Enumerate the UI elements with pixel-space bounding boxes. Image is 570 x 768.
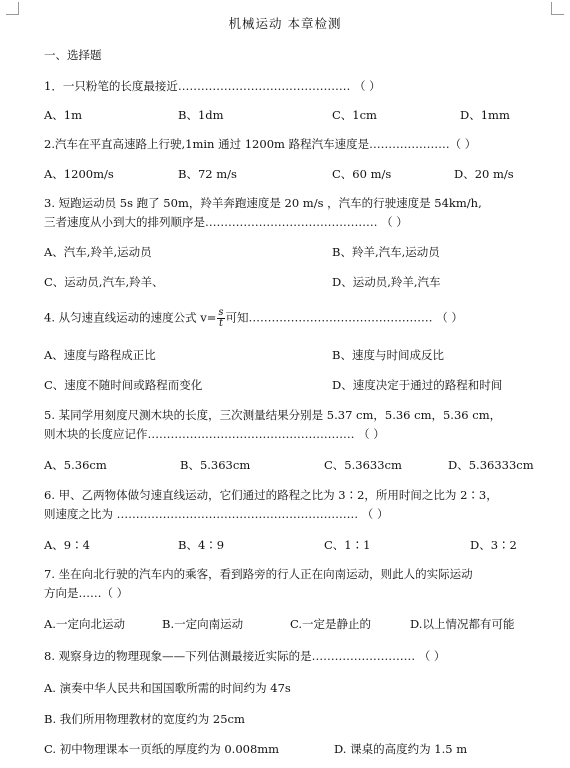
question-6-option-c: C、1∶1 [324,538,371,552]
question-3-stem: 3. 短跑运动员 5s 跑了 50m，羚羊奔跑速度是 20 m/s ，汽车的行驶速度是 54km/h, [44,196,482,210]
question-2-option-c: C、60 m/s [332,167,392,181]
question-1-option-b: B、1dm [178,108,224,122]
question-6-option-a: A、9∶4 [44,538,90,552]
question-3-option-b: B、羚羊,汽车,运动员 [332,245,440,259]
question-4-option-b: B、速度与时间成反比 [332,348,444,362]
question-8-option-b: B. 我们所用物理教材的宽度约为 25cm [44,712,245,726]
question-7-option-b: B.一定向南运动 [162,617,244,631]
question-2-stem: 2.汽车在平直高速路上行驶,1min 通过 1200m 路程汽车速度是…………………（ ） [44,137,477,151]
question-2-option-a: A、1200m/s [44,167,114,181]
question-8-option-c: C. 初中物理课本一页纸的厚度约为 0.008mm [44,742,280,756]
question-1-option-c: C、1cm [332,108,377,122]
question-3-option-d: D、运动员,羚羊,汽车 [332,275,441,289]
question-1-option-a: A、1m [44,108,83,122]
question-4-stem [44,308,463,329]
fraction-numerator: s [218,307,224,318]
question-3-stem-continued: 三者速度从小到大的排列顺序是……………………………………… （ ） [44,215,408,229]
question-7-option-c: C.一定是静止的 [290,617,372,631]
question-5-stem-continued: 则木块的长度应记作……………………………………………… （ ） [44,427,385,441]
question-6-stem-continued: 则速度之比为 ……………………………………………………… （ ） [44,507,389,521]
question-2-option-d: D、20 m/s [454,167,514,181]
fraction-denominator: t [218,318,223,329]
question-4-option-c: C、速度不随时间或路程而变化 [44,378,203,392]
question-1-option-d: D、1mm [460,108,510,122]
question-4-stem-suffix: 可知………………………………………… （ ） [225,310,463,325]
velocity-formula-fraction [217,308,224,329]
question-5-option-d: D、5.36333cm [448,458,534,472]
question-2-option-b: B、72 m/s [178,167,237,181]
question-6-option-d: D、3∶2 [470,538,517,552]
question-3-option-c: C、运动员,汽车,羚羊、 [44,275,164,289]
question-6-option-b: B、4∶9 [178,538,225,552]
section-heading: 一、选择题 [44,48,102,62]
question-5-stem: 5. 某同学用刻度尺测木块的长度，三次测量结果分别是 5.37 cm，5.36 cm，5.36 cm， [44,408,502,422]
question-5-option-c: C、5.3633cm [324,458,402,472]
question-6-stem: 6. 甲、乙两物体做匀速直线运动，它们通过的路程之比为 3∶2，所用时间之比为 2∶3， [44,488,498,502]
question-8-option-d: D. 课桌的高度约为 1.5 m [334,742,468,756]
question-5-option-b: B、5.363cm [180,458,251,472]
question-4-stem-prefix: 4. 从匀速直线运动的速度公式 v= [44,310,217,325]
question-5-option-a: A、5.36cm [44,458,107,472]
question-3-option-a: A、汽车,羚羊,运动员 [44,245,152,259]
question-4-option-d: D、速度决定于通过的路程和时间 [332,378,503,392]
question-7-stem-continued: 方向是……（ ） [44,586,129,600]
question-7-option-a: A.一定向北运动 [44,617,125,631]
question-8-stem: 8. 观察身边的物理现象——下列估测最接近实际的是……………………… （ ） [44,649,446,663]
question-8-option-a: A. 演奏中华人民共和国国歌所需的时间约为 47s [44,681,291,695]
question-4-option-a: A、速度与路程成正比 [44,348,156,362]
document-title: 机械运动 本章检测 [228,16,342,31]
question-7-option-d: D.以上情况都有可能 [410,617,515,631]
question-7-stem: 7. 坐在向北行驶的汽车内的乘客，看到路旁的行人正在向南运动，则此人的实际运动 [44,567,473,581]
question-1-stem: 1．一只粉笔的长度最接近……………………………………… （ ） [44,79,381,93]
